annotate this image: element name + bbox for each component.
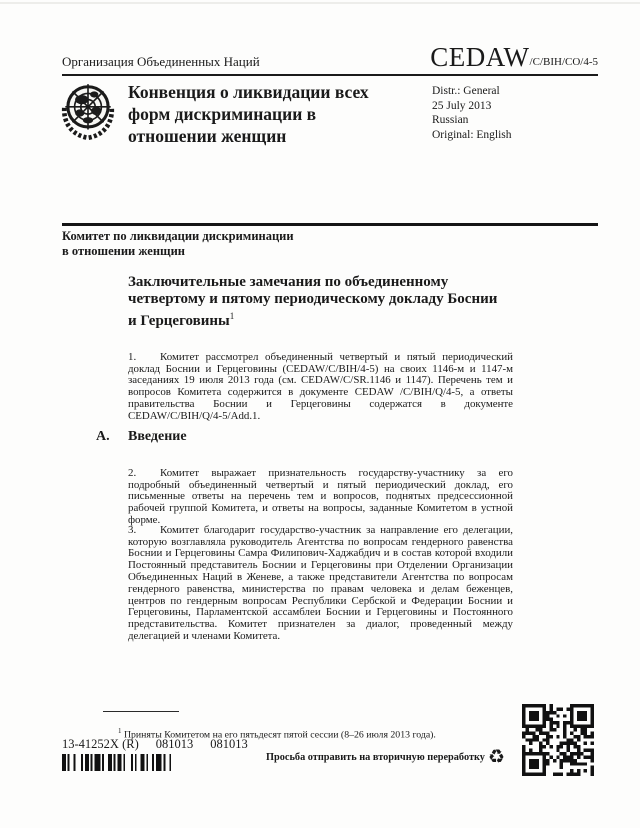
footer-num2: 081013: [210, 737, 248, 751]
org-name: Организация Объединенных Наций: [62, 54, 260, 69]
paragraph-2: [128, 468, 513, 527]
document-title: [128, 274, 497, 331]
footnote-text: Приняты Комитетом на его пятьдесят пятой сессии (8–26 июля 2013 года).: [123, 729, 436, 741]
section-a-label: A.: [96, 429, 110, 444]
committee-name: [62, 229, 294, 259]
document-title-line: четвертому и пятому периодическому докладу Боснии: [128, 291, 498, 308]
footnote-reference: 1: [229, 311, 235, 322]
convention-title-line: Конвенция о ликвидации всех: [128, 82, 369, 102]
document-symbol-main: CEDAW: [430, 42, 530, 72]
paragraph-text: Комитет выражает признательность государству-участнику за его подробный объединенный четвертый и пятый периодический доклад, его письменные ответы на перечень тем и вопросов, поднятых предсессионной рабочей группой Комитета, и ответы на вопросы, заданные Комитетом в устной форме.: [128, 466, 513, 527]
paragraph-number: 2.: [128, 466, 137, 479]
footnote-ref: 1: [118, 726, 122, 735]
footnote-separator: [103, 711, 179, 712]
un-emblem-icon: [55, 79, 121, 145]
date-line: 25 July 2013: [432, 99, 492, 112]
footer-num1: 081013: [155, 737, 194, 751]
header-rule: [62, 74, 598, 76]
recycle-icon: ♻: [487, 746, 505, 768]
footer-doc-code: 13-41252X (R): [62, 737, 139, 751]
recycle-text: Просьба отправить на вторичную переработку: [266, 752, 485, 763]
document-symbol-suffix: /C/BIH/CO/4-5: [529, 56, 598, 68]
section-a-heading: Введение: [128, 429, 187, 444]
footer-document-id: [62, 737, 265, 752]
paragraph-text: Комитет благодарит государство-участник за направление его делегации, которую возглавляла руководитель Агентства по вопросам гендерного равенства Боснии и Герцеговины Самра Филипович-Хаджабдич и в состав которой входили Постоянный представитель Боснии и Герцеговины при Отделении Организации Объединенных Наций в Женеве, а также представители Агентства по вопросам гендерного равенства, министерства по правам человека и делам беженцев, центров по гендерным вопросам Республики Сербской и Федерации Боснии и Герцеговины, Парламентской ассамблеи Боснии и Герцеговины и Постоянного представительства. Комитет признателен за диалог, проведенный между делегацией и членами Комитета.: [128, 523, 513, 643]
section-rule: [62, 223, 598, 226]
document-title-line: и Герцеговины$^1$: [128, 311, 235, 330]
document-symbol: [430, 42, 598, 72]
document-title-line: Заключительные замечания по объединенному: [128, 274, 449, 290]
convention-title: [128, 81, 369, 147]
committee-name-line: в отношении женщин: [62, 244, 185, 258]
recycle-notice: [250, 748, 505, 767]
barcode: [62, 754, 175, 771]
scan-artifact: [0, 2, 640, 4]
distr-line: Distr.: General: [432, 85, 500, 97]
paragraph-3: [128, 525, 513, 643]
paragraph-text: Комитет рассмотрел объединенный четвертый и пятый периодический доклад Боснии и Герцеговины (CEDAW/C/BIH/4-5) на своих 1146-м и 1147-м заседаниях 19 июля 2013 года (см. CEDAW/C/SR.1146 и 1147). Перечень тем и вопросов Комитета содержится в документе CEDAW /C/BIH/Q/4-5, а ответы правительства Боснии и Герцеговины содержатся в документе CEDAW/C/BIH/Q/4-5/Add.1.: [128, 350, 513, 422]
paragraph-number: 3.: [128, 523, 137, 536]
convention-title-line: отношении женщин: [128, 126, 287, 146]
paragraph-number: 1.: [128, 350, 137, 363]
distribution-block: [432, 84, 512, 143]
convention-title-line: форм дискриминации в: [128, 104, 317, 124]
original-language-line: Original: English: [432, 129, 512, 142]
paragraph-1: [128, 352, 513, 423]
qr-code: [522, 704, 594, 776]
committee-name-line: Комитет по ликвидации дискриминации: [62, 229, 294, 243]
language-line: Russian: [432, 114, 469, 127]
